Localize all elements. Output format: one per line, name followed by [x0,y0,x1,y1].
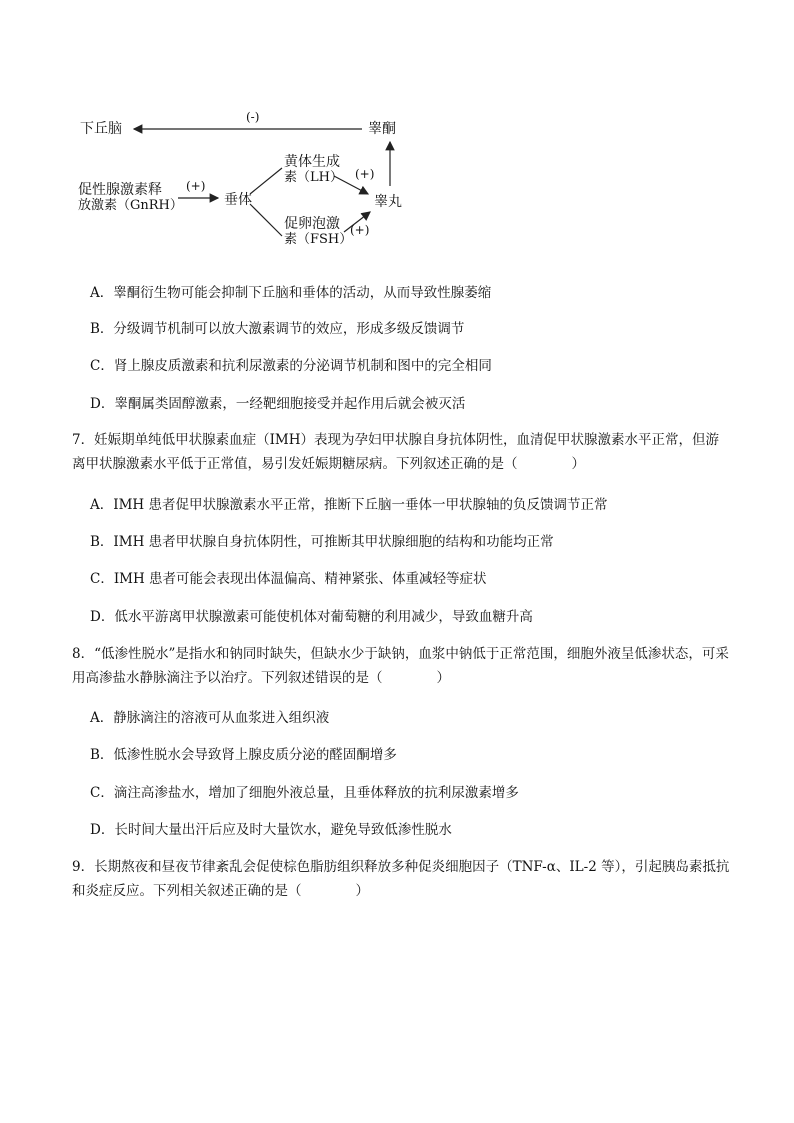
fsh-label-line1: 促卵泡激 [284,216,340,232]
q8-option-d: D．长时间大量出汗后应及时大量饮水，避免导致低渗性脱水 [90,822,452,838]
fsh-label-line2: 素（FSH） [284,232,353,247]
lh-label-line2: 素（LH） [284,170,343,185]
hypothalamus-label: 下丘脑 [80,121,122,137]
testis-label: 睾丸 [374,194,402,210]
negative-sign: (-) [246,110,260,124]
q8-stem: 8．“低渗性脱水”是指水和钠同时缺失，但缺水少于缺钠，血浆中钠低于正常范围，细胞外液呈低渗状态，可采用高渗盐水静脉滴注予以治疗。下列叙述错误的是（ ） [72,646,729,686]
q9-stem: 9．长期熬夜和昼夜节律紊乱会促使棕色脂肪组织释放多种促炎细胞因子（TNF-α、IL-2 等），引起胰岛素抵抗和炎症反应。下列相关叙述正确的是（ ） [72,859,730,899]
positive-sign-lh: (+) [355,167,375,181]
positive-sign-gnrh: (+) [186,179,206,193]
q7-option-c: C．IMH 患者可能会表现出体温偏高、精神紧张、体重减轻等症状 [90,571,487,587]
q8-option-c: C．滴注高渗盐水，增加了细胞外液总量，且垂体释放的抗利尿激素增多 [90,785,519,801]
q6-option-d: D．睾酮属类固醇激素，一经靶细胞接受并起作用后就会被灭活 [90,396,466,412]
q7-option-a: A．IMH 患者促甲状腺激素水平正常，推断下丘脑一垂体一甲状腺轴的负反馈调节正常 [90,497,608,513]
line-pituitary-to-fsh [250,204,282,236]
line-pituitary-to-lh [250,168,282,194]
q7-stem: 7．妊娠期单纯低甲状腺素血症（IMH）表现为孕妇甲状腺自身抗体阴性，血清促甲状腺激素水平正常，但游离甲状腺激素水平低于正常值，易引发妊娠期糖尿病。下列叙述正确的是（ ） [72,432,720,472]
pituitary-label: 垂体 [224,192,252,208]
gnrh-label-line1: 促性腺激素释 [78,182,162,198]
gnrh-label-line2: 放激素（GnRH） [78,198,183,213]
hormone-regulation-diagram [0,0,794,260]
q7-option-b: B．IMH 患者甲状腺自身抗体阴性，可推断其甲状腺细胞的结构和功能均正常 [90,534,554,550]
q7-option-d: D．低水平游离甲状腺激素可能使机体对葡萄糖的利用减少，导致血糖升高 [90,609,533,625]
q8-option-a: A．静脉滴注的溶液可从血浆进入组织液 [90,710,330,726]
lh-label-line1: 黄体生成 [284,154,340,170]
positive-sign-fsh: (+) [350,223,370,237]
testosterone-label: 睾酮 [368,121,396,137]
q6-option-b: B．分级调节机制可以放大激素调节的效应，形成多级反馈调节 [90,321,465,337]
q6-option-c: C．肾上腺皮质激素和抗利尿激素的分泌调节机制和图中的完全相同 [90,358,492,374]
q8-option-b: B．低渗性脱水会导致肾上腺皮质分泌的醛固酮增多 [90,747,397,763]
q6-option-a: A．睾酮衍生物可能会抑制下丘脑和垂体的活动，从而导致性腺萎缩 [90,285,492,301]
